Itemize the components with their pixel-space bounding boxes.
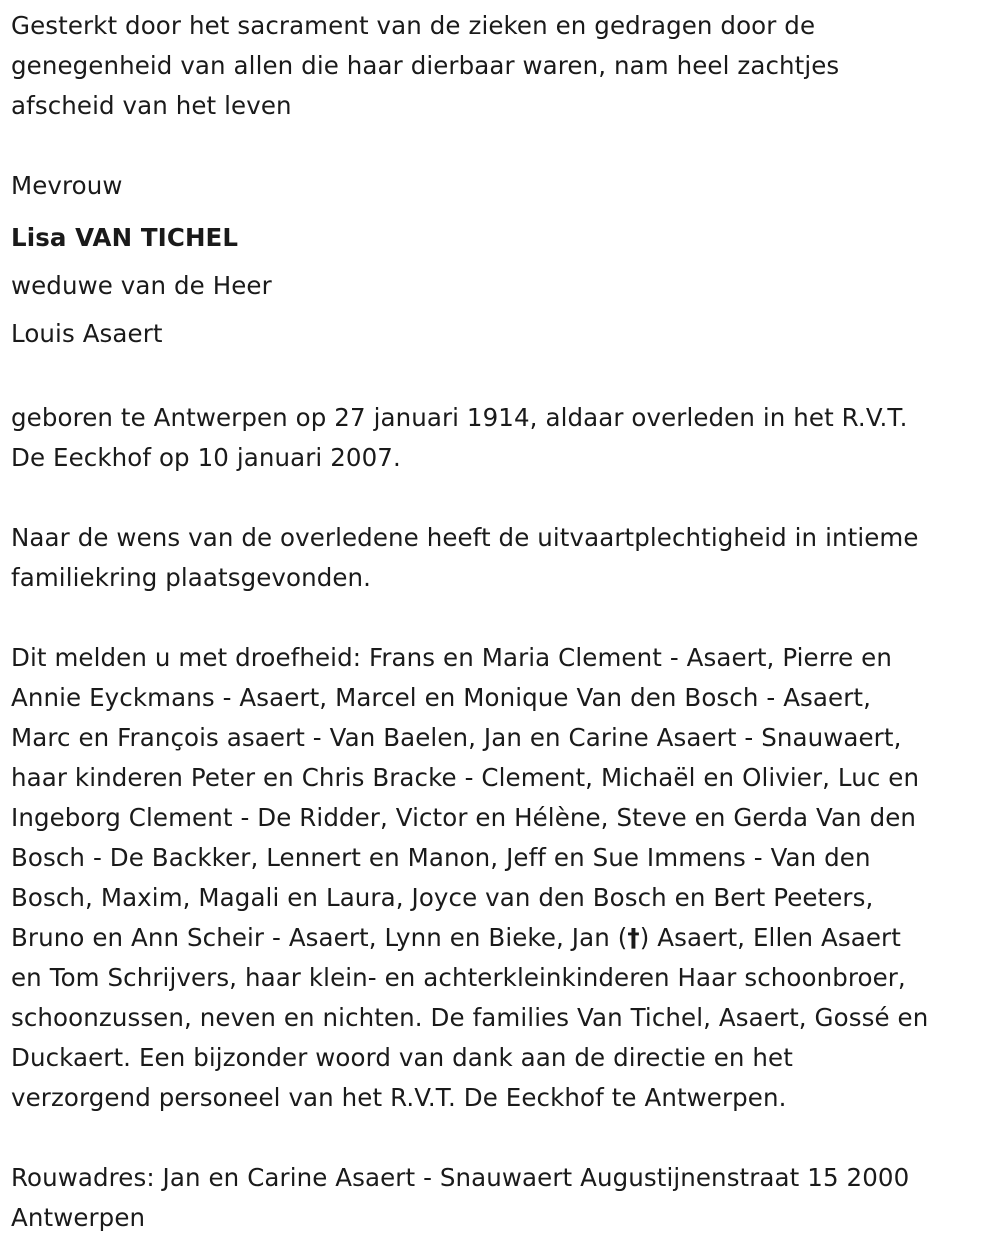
relation-text: weduwe van de Heer	[11, 271, 272, 300]
announcement-text-part1: Dit melden u met droefheid: Frans en Maria Clement - Asaert, Pierre en Annie Eyckmans - Asaert, Marcel en Monique Van den Bosch - Asaert, Marc en François asaert - Van Baelen, Jan en Carine Asaert - Snauwaert, haar kinderen Peter en Chris Bracke - Clement, Michaël en Olivier, Luc en Ingeborg Clement - De Ridder, Victor en Hélène, Steve en Gerda Van den Bosch - De Backker, Lennert en Manon, Jeff en Sue Immens - Van den Bosch, Maxim, Magali en Laura, Joyce van den Bosch en Bert Peeters, Bruno en Ann Scheir - Asaert, Lynn en Bieke, Jan (	[11, 643, 920, 952]
announcement-paragraph	[11, 638, 996, 1118]
announcement-text-part2: ) Asaert, Ellen Asaert en Tom Schrijvers, haar klein- en achterkleinkinderen Haar schoonbroer, schoonzussen, neven en nichten. De families Van Tichel, Asaert, Gossé en Duckaert. Een bijzonder woord van dank aan de directie en het verzorgend personeel van het R.V.T. De Eeckhof te Antwerpen.	[11, 923, 929, 1112]
cross-icon: †	[627, 923, 640, 952]
spouse-name: Louis Asaert	[11, 319, 163, 348]
birth-death-paragraph: geboren te Antwerpen op 27 januari 1914, aldaar overleden in het R.V.T. De Eeckhof op 10 januari 2007.	[11, 403, 908, 472]
ceremony-paragraph: Naar de wens van de overledene heeft de uitvaartplechtigheid in intieme familiekring plaatsgevonden.	[11, 523, 919, 592]
obituary-document	[11, 6, 996, 1238]
salutation: Mevrouw	[11, 171, 123, 200]
mourning-address: Rouwadres: Jan en Carine Asaert - Snauwaert Augustijnenstraat 15 2000 Antwerpen	[11, 1163, 910, 1232]
deceased-name: Lisa VAN TICHEL	[11, 223, 239, 252]
deceased-block	[11, 166, 996, 358]
intro-paragraph: Gesterkt door het sacrament van de zieken en gedragen door de genegenheid van allen die haar dierbaar waren, nam heel zachtjes afscheid van het leven	[11, 11, 840, 120]
